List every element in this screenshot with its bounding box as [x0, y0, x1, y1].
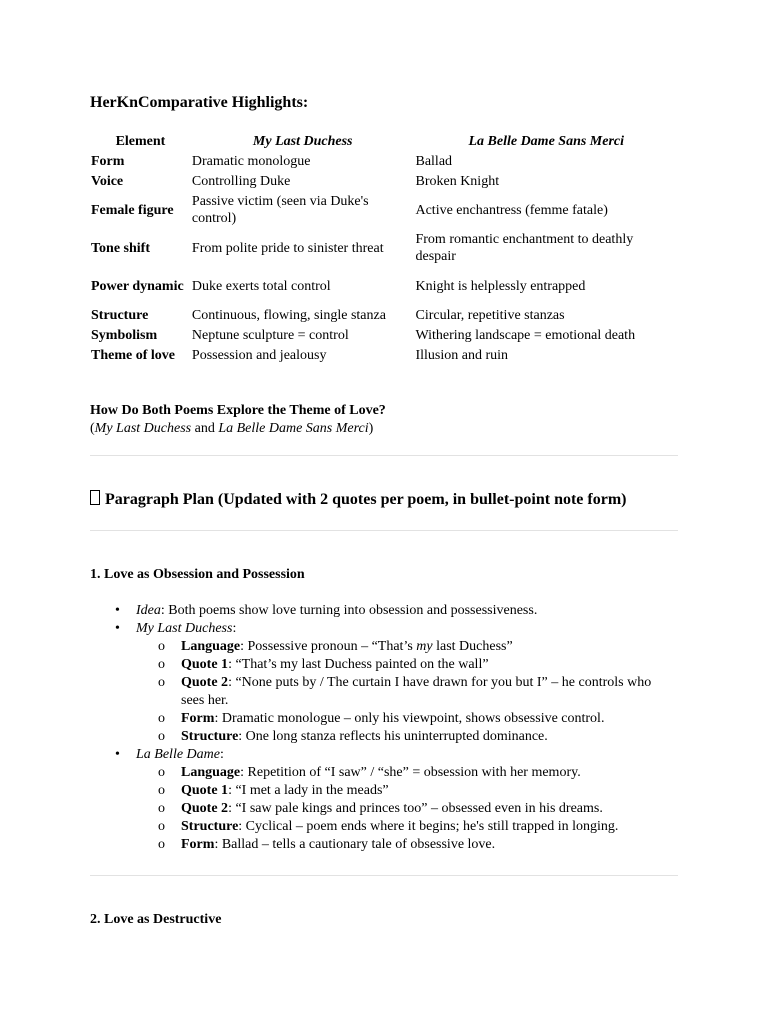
paren-close: ) [368, 421, 374, 436]
note-text: : “I met a lady in the meads” [228, 783, 389, 798]
poem-title-mld: My Last Duchess [94, 421, 192, 436]
table-row [90, 151, 678, 171]
sub-bullet-icon: o [158, 837, 165, 852]
comparison-table [90, 131, 678, 365]
note-text: : Possessive pronoun – “That’s [240, 639, 417, 654]
element-cell: Theme of love [91, 347, 175, 363]
note-emphasis: my [416, 639, 433, 654]
sub-list-item [90, 800, 678, 818]
lbd-cell: Knight is helplessly entrapped [415, 278, 586, 294]
element-cell: Voice [91, 173, 124, 189]
conjunction: and [191, 421, 219, 436]
sub-list-item [90, 782, 678, 800]
table-header-row [90, 131, 678, 151]
table-row [90, 191, 678, 229]
column-header: La Belle Dame Sans Merci [468, 133, 625, 149]
sub-bullet-icon: o [158, 657, 165, 672]
sub-list-item [90, 764, 678, 782]
poem-title-lbd: La Belle Dame Sans Merci [218, 421, 369, 436]
paragraph-plan-text: Paragraph Plan (Updated with 2 quotes per poem, in bullet-point note form) [105, 491, 627, 508]
bullet-icon: • [115, 603, 120, 618]
sub-bullet-icon: o [158, 639, 165, 654]
divider [90, 530, 678, 531]
note-text: : “None puts by / The curtain I have drawn for you but I” – he controls who sees her. [181, 675, 652, 708]
section-heading: 2. Love as Destructive [90, 912, 222, 927]
sub-list-item [90, 728, 678, 746]
table-row [90, 267, 678, 305]
question-title: How Do Both Poems Explore the Theme of Love? [90, 403, 386, 418]
sub-list-item [90, 656, 678, 674]
page-title: HerKnComparative Highlights: [90, 94, 309, 111]
section-heading: 1. Love as Obsession and Possession [90, 567, 305, 582]
element-cell: Structure [91, 307, 149, 323]
idea-label: Idea [136, 603, 161, 618]
sub-list-item [90, 818, 678, 836]
column-header: Element [115, 133, 166, 149]
sub-list-item [90, 836, 678, 854]
paragraph-plan-heading [90, 490, 627, 509]
element-cell: Power dynamic [91, 278, 184, 294]
note-text: : Dramatic monologue – only his viewpoint, shows obsessive control. [214, 711, 605, 726]
bullet-icon: • [115, 621, 120, 636]
lbd-cell: Withering landscape = emotional death [415, 327, 636, 343]
lbd-cell: From romantic enchantment to deathly despair [415, 232, 634, 264]
sub-bullet-icon: o [158, 729, 165, 744]
note-label: Structure [181, 819, 239, 834]
note-label: Quote 2 [181, 675, 229, 690]
note-text: : One long stanza reflects his uninterrupted dominance. [238, 729, 548, 744]
sub-bullet-icon: o [158, 675, 165, 690]
mld-cell: Continuous, flowing, single stanza [191, 307, 386, 323]
element-cell: Form [91, 153, 125, 169]
poem-label-mld: My Last Duchess [136, 621, 233, 636]
mld-cell: Possession and jealousy [191, 347, 327, 363]
list-item [90, 746, 678, 764]
paren-open: ( [90, 421, 95, 436]
mld-cell: Neptune sculpture = control [191, 327, 349, 343]
note-text: : “I saw pale kings and princes too” – obsessed even in his dreams. [228, 801, 603, 816]
table-row [90, 229, 678, 267]
sub-list-item [90, 710, 678, 728]
sub-bullet-icon: o [158, 819, 165, 834]
sub-bullet-icon: o [158, 801, 165, 816]
note-text: : Cyclical – poem ends where it begins; he's still trapped in longing. [238, 819, 619, 834]
sub-list-item [90, 674, 678, 710]
note-text: last Duchess” [432, 639, 513, 654]
idea-text: : Both poems show love turning into obsession and possessiveness. [160, 603, 538, 618]
element-cell: Tone shift [91, 240, 151, 256]
note-label: Form [181, 711, 215, 726]
mld-cell: From polite pride to sinister threat [191, 240, 384, 256]
sub-bullet-icon: o [158, 783, 165, 798]
note-text: : “That’s my last Duchess painted on the wall” [228, 657, 489, 672]
element-cell: Symbolism [91, 327, 158, 343]
label-colon: : [219, 747, 224, 762]
section-1-notes [90, 602, 678, 854]
question-poems [90, 420, 386, 438]
note-label: Language [181, 765, 241, 780]
lbd-cell: Broken Knight [415, 173, 500, 189]
element-cell: Female figure [91, 202, 174, 218]
poem-label-lbd: La Belle Dame [136, 747, 220, 762]
lbd-cell: Circular, repetitive stanzas [415, 307, 565, 323]
mld-cell: Controlling Duke [191, 173, 291, 189]
lbd-cell: Illusion and ruin [415, 347, 509, 363]
mld-cell: Passive victim (seen via Duke's control) [191, 194, 369, 226]
table-row [90, 325, 678, 345]
sub-bullet-icon: o [158, 711, 165, 726]
note-label: Quote 2 [181, 801, 229, 816]
note-label: Quote 1 [181, 657, 229, 672]
table-row [90, 345, 678, 365]
divider [90, 875, 678, 876]
mld-cell: Duke exerts total control [191, 278, 331, 294]
note-text: : Ballad – tells a cautionary tale of obsessive love. [214, 837, 496, 852]
note-label: Language [181, 639, 241, 654]
divider [90, 455, 678, 456]
note-label: Quote 1 [181, 783, 229, 798]
list-item [90, 620, 678, 638]
love-question [90, 402, 386, 438]
sub-list-item [90, 638, 678, 656]
mld-cell: Dramatic monologue [191, 153, 311, 169]
list-item [90, 602, 678, 620]
table-row [90, 305, 678, 325]
missing-glyph-icon [90, 490, 100, 505]
table-row [90, 171, 678, 191]
note-label: Structure [181, 729, 239, 744]
sub-bullet-icon: o [158, 765, 165, 780]
note-label: Form [181, 837, 215, 852]
lbd-cell: Active enchantress (femme fatale) [415, 202, 608, 218]
lbd-cell: Ballad [415, 153, 453, 169]
label-colon: : [232, 621, 237, 636]
column-header: My Last Duchess [252, 133, 353, 149]
bullet-icon: • [115, 747, 120, 762]
note-text: : Repetition of “I saw” / “she” = obsession with her memory. [240, 765, 581, 780]
